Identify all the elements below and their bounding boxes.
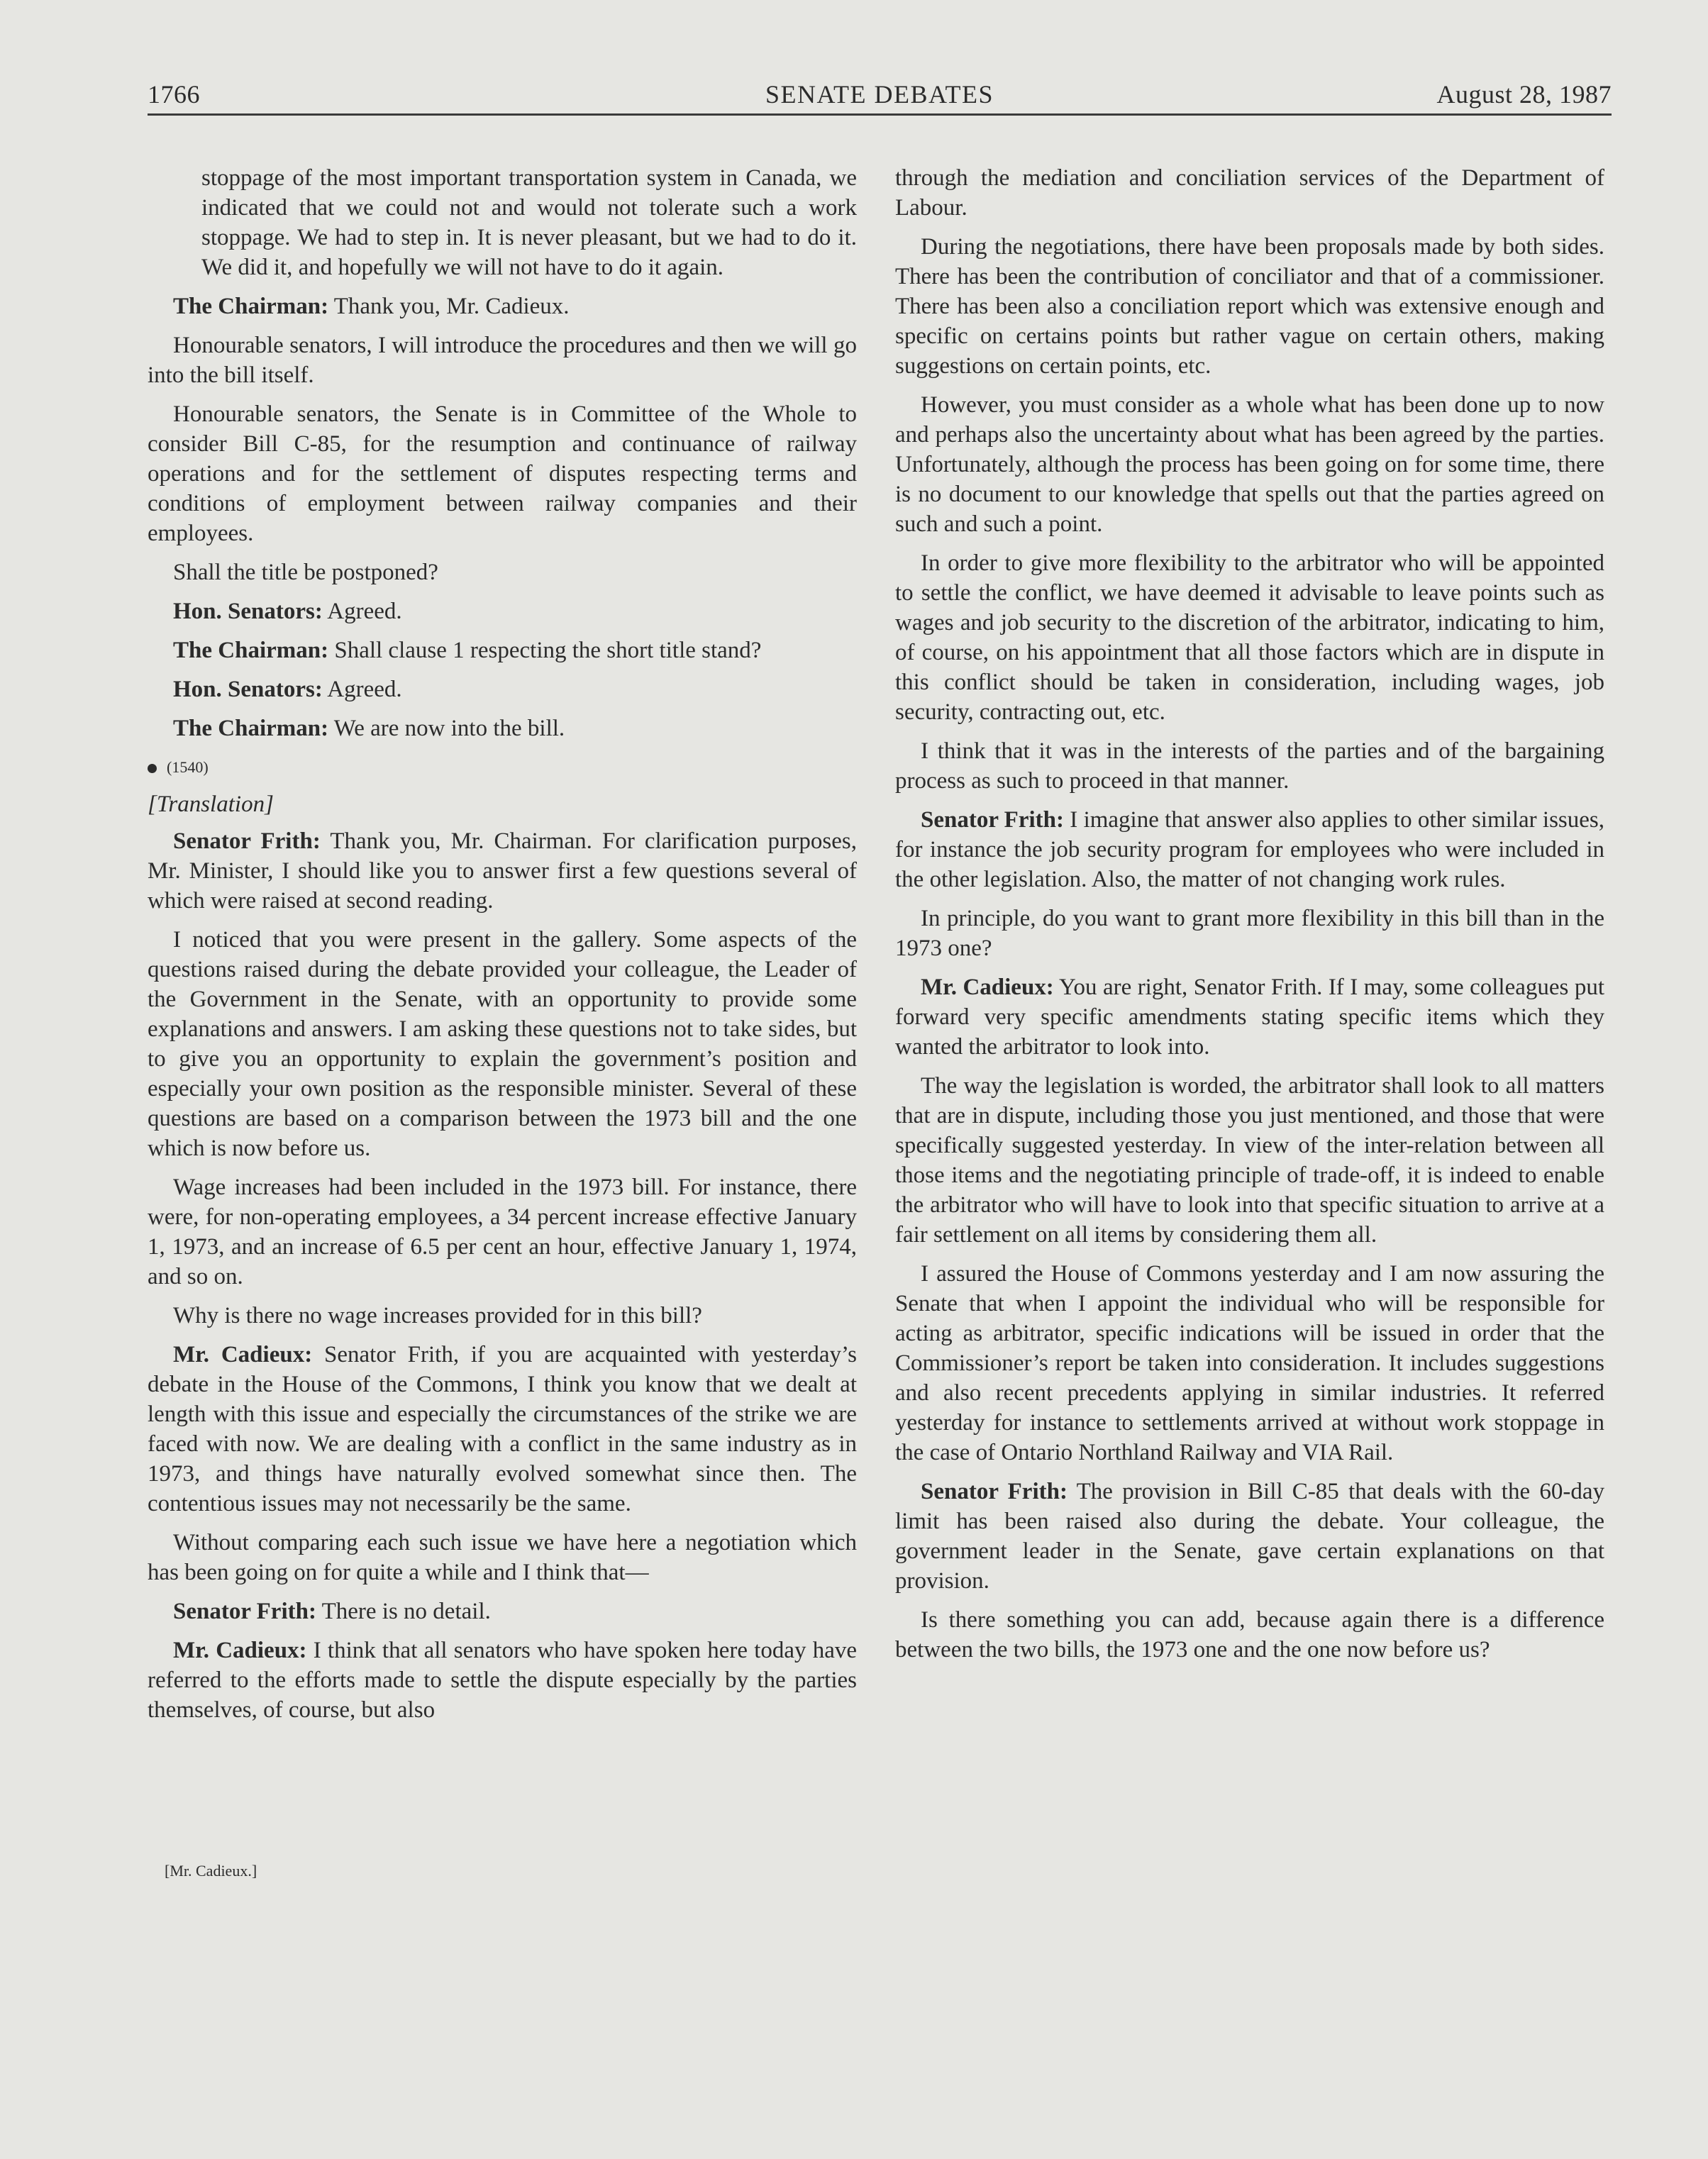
- speaker: Mr. Cadieux:: [173, 1638, 307, 1663]
- page-footer: [Mr. Cadieux.]: [165, 1862, 257, 1880]
- right-column: [895, 163, 1604, 1674]
- paragraph: Hon. Senators: Agreed.: [173, 677, 402, 702]
- paragraph: Shall the title be postponed?: [173, 560, 438, 585]
- paragraph: Honourable senators, I will introduce the procedures and then we will go into the bill itself.: [148, 333, 857, 388]
- bullet-dot-icon: [148, 764, 157, 773]
- paragraph: The way the legislation is worded, the arbitrator shall look to all matters that are in dispute, including those you just mentioned, and those that were specifically suggested yesterday. In view of the inter-relation between all those items and the negotiating principle of trade-off, it is indeed to enable the arbitrator who will have to look into that specific situation to arrive at a fair settlement on all items by considering them all.: [895, 1073, 1604, 1248]
- paragraph: Why is there no wage increases provided for in this bill?: [173, 1303, 702, 1328]
- time-marker: (1540): [148, 753, 857, 782]
- speaker: Mr. Cadieux:: [921, 975, 1054, 1000]
- speaker: Hon. Senators:: [173, 599, 323, 624]
- quoted-passage: stoppage of the most important transportation system in Canada, we indicated that we could not and would not tolerate such a work stoppage. We had to step in. It is never pleasant, but we had to do it. We did it, and hopefully we will not have to do it again.: [201, 165, 857, 280]
- paragraph: I assured the House of Commons yesterday and I am now assuring the Senate that when I appoint the individual who will be responsible for acting as arbitrator, specific indications will be issued in order that the Commissioner’s report be taken into consideration. It includes suggestions and also recent precedents applying in similar industries. It referred yesterday for instance to settlements arrived at without work stoppage in the case of Ontario Northland Railway and VIA Rail.: [895, 1261, 1604, 1465]
- speaker: Hon. Senators:: [173, 677, 323, 702]
- header-rule: [148, 113, 1612, 116]
- paragraph: Senator Frith: There is no detail.: [173, 1599, 491, 1624]
- paragraph: Without comparing each such issue we have here a negotiation which has been going on for quite a while and I think that—: [148, 1530, 857, 1585]
- paragraph: Senator Frith: The provision in Bill C-85 that deals with the 60-day limit has been raised also during the debate. Your colleague, the government leader in the Senate, gave certain explanations on that provision.: [895, 1479, 1604, 1594]
- paragraph: I think that it was in the interests of the parties and of the bargaining process as such to proceed in that manner.: [895, 738, 1604, 794]
- paragraph: Wage increases had been included in the 1973 bill. For instance, there were, for non-operating employees, a 34 percent increase effective January 1, 1973, and an increase of 6.5 per cent an hour, effective January 1, 1974, and so on.: [148, 1175, 857, 1289]
- publication-title: SENATE DEBATES: [765, 80, 994, 109]
- page-header: [148, 79, 1612, 116]
- paragraph: Mr. Cadieux: You are right, Senator Frith. If I may, some colleagues put forward very specific amendments stating specific items which they wanted the arbitrator to look into.: [895, 975, 1604, 1060]
- paragraph: Senator Frith: Thank you, Mr. Chairman. For clarification purposes, Mr. Minister, I should like you to answer first a few questions several of which were raised at second reading.: [148, 828, 857, 914]
- paragraph: The Chairman: Thank you, Mr. Cadieux.: [173, 294, 570, 319]
- speaker: Senator Frith:: [173, 828, 321, 854]
- left-column: [148, 163, 857, 1734]
- paragraph: In principle, do you want to grant more flexibility in this bill than in the 1973 one?: [895, 906, 1604, 961]
- paragraph: The Chairman: Shall clause 1 respecting the short title stand?: [173, 638, 762, 663]
- paragraph: Senator Frith: I imagine that answer also applies to other similar issues, for instance the job security program for employees who were included in the other legislation. Also, the matter of not changing work rules.: [895, 807, 1605, 892]
- paragraph: However, you must consider as a whole what has been done up to now and perhaps also the uncertainty about what has been agreed by the parties. Unfortunately, although the process has been going on for some time, there is no document to our knowledge that spells out that the parties agreed on such and such a point.: [895, 392, 1604, 537]
- speaker: The Chairman:: [173, 716, 329, 741]
- paragraph: Mr. Cadieux: I think that all senators who have spoken here today have referred to the efforts made to settle the dispute especially by the parties themselves, of course, but also: [148, 1638, 858, 1723]
- paragraph: Mr. Cadieux: Senator Frith, if you are acquainted with yesterday’s debate in the House of the Commons, I think you know that we dealt at length with this issue and especially the circumstances of the strike we are faced with now. We are dealing with a conflict in the same industry as in 1973, and things have naturally evolved somewhat since then. The contentious issues may not necessarily be the same.: [148, 1342, 857, 1516]
- paragraph: I noticed that you were present in the gallery. Some aspects of the questions raised during the debate provided your colleague, the Leader of the Government in the Senate, with an opportunity to provide some explanations and answers. I am asking these questions not to take sides, but to give you an opportunity to explain the government’s position and especially your own position as the responsible minister. Several of these questions are based on a comparison between the 1973 bill and the one which is now before us.: [148, 927, 857, 1161]
- speaker: Senator Frith:: [921, 807, 1064, 833]
- paragraph: through the mediation and conciliation services of the Department of Labour.: [895, 165, 1604, 221]
- speaker: Senator Frith:: [173, 1599, 316, 1624]
- paragraph: In order to give more flexibility to the arbitrator who will be appointed to settle the conflict, we have deemed it advisable to leave points such as wages and job security to the discretion of the arbitrator, indicating to him, of course, on his appointment that all those factors which are in dispute in this conflict should be taken in consideration, including wages, job security, contracting out, etc.: [895, 550, 1604, 725]
- paragraph: The Chairman: We are now into the bill.: [173, 716, 565, 741]
- speaker: Senator Frith:: [921, 1479, 1068, 1504]
- translation-note: [Translation]: [148, 792, 274, 817]
- paragraph: Hon. Senators: Agreed.: [173, 599, 402, 624]
- speaker: The Chairman:: [173, 294, 329, 319]
- paragraph: Honourable senators, the Senate is in Committee of the Whole to consider Bill C-85, for the resumption and continuance of railway operations and for the settlement of disputes respecting terms and conditions of employment between railway companies and their employees.: [148, 401, 857, 546]
- speaker: The Chairman:: [173, 638, 329, 663]
- paragraph: During the negotiations, there have been proposals made by both sides. There has been the contribution of conciliator and that of a commissioner. There has been also a conciliation report which was extensive enough and specific on certains points but rather vague on certain others, making suggestions on certain points, etc.: [895, 234, 1604, 379]
- paragraph: Is there something you can add, because again there is a difference between the two bills, the 1973 one and the one now before us?: [895, 1607, 1604, 1663]
- publication-date: August 28, 1987: [1436, 80, 1612, 109]
- page-number: 1766: [148, 80, 200, 109]
- speaker: Mr. Cadieux:: [173, 1342, 313, 1367]
